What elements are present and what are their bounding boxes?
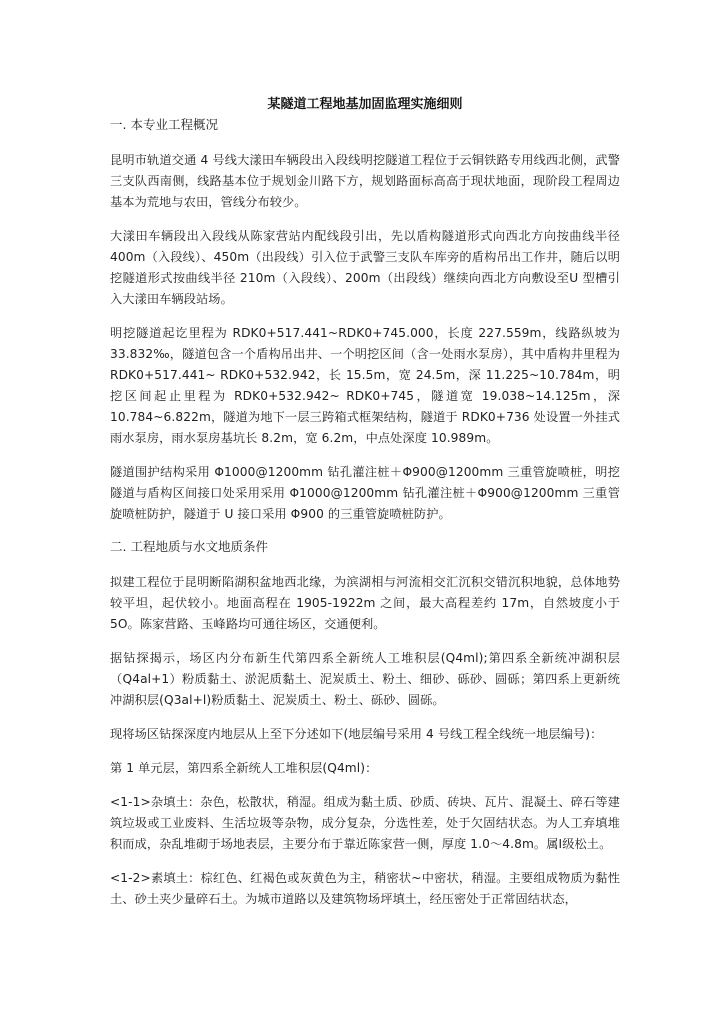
section-1-paragraph-3: 明挖隧道起讫里程为 RDK0+517.441~RDK0+745.000，长度 227.559m，线路纵坡为33.832‰，隧道包含一个盾构吊出井、一个明挖区间（含一处雨水泵房），其中盾构井里程为 RDK0+517.441~ RDK0+532.942，长 15.5m，宽 24.5m，深 11.225~10.784m，明挖区间起止里程为 RDK0+532.942~ RDK0+745，隧道宽 19.038~14.125m，深 10.784~6.822m，隧道为地下一层三跨箱式框架结构，隧道于 RDK0+736 处设置一外挂式雨水泵房，雨水泵房基坑长 8.2m，宽 6.2m，中点处深度 10.989m。	[110, 326, 620, 445]
section-1-heading: 一. 本专业工程概况	[110, 117, 218, 132]
document-title: 某隧道工程地基加固监理实施细则	[267, 97, 463, 112]
section-1-paragraph-2: 大漾田车辆段出入段线从陈家营站内配线段引出，先以盾构隧道形式向西北方向按曲线半径 400m（入段线）、450m（出段线）引入位于武警三支队车库旁的盾构吊出工作井，随后以明挖隧道形式按曲线半径 210m（入段线）、200m（出段线）继续向西北方向敷设至U 型槽引入大漾田车辆段站场。	[110, 229, 620, 306]
section-1-paragraph-4: 隧道围护结构采用 Φ1000@1200mm 钻孔灌注桩＋Φ900@1200mm 三重管旋喷桩，明挖隧道与盾构区间接口处采用采用 Φ1000@1200mm 钻孔灌注桩＋Φ900@1200mm 三重管旋喷桩防护，隧道于 U 接口采用 Φ900 的三重管旋喷桩防护。	[110, 465, 620, 521]
section-2-paragraph-2: 据钻探揭示，场区内分布新生代第四系全新统人工堆积层(Q4ml);第四系全新统冲湖积层（Q4al+1）粉质黏土、淤泥质黏土、泥炭质土、粉土、细砂、砾砂、圆砾；第四系上更新统冲湖积层(Q3al+l)粉质黏土、泥炭质土、粉土、砾砂、圆砾。	[110, 651, 620, 707]
section-2-paragraph-4: 第 1 单元层，第四系全新统人工堆积层(Q4ml)：	[110, 761, 378, 775]
section-2-paragraph-3: 现将场区钻探深度内地层从上至下分述如下(地层编号采用 4 号线工程全线统一地层编号)：	[110, 727, 603, 741]
section-2-paragraph-5: <1-1>杂填土：杂色，松散状，稍湿。组成为黏土质、砂质、砖块、瓦片、混凝土、碎石等建筑垃圾或工业废料、生活垃圾等杂物，成分复杂，分选性差，处于欠固结状态。为人工弃填堆积而成，杂乱堆砌于场地表层，主要分布于靠近陈家营一侧，厚度 1.0～4.8m。属Ⅰ级松土。	[110, 795, 620, 851]
section-2-paragraph-6: <1-2>素填土：棕红色、红褐色或灰黄色为主，稍密状~中密状，稍湿。主要组成物质为黏性土、砂土夹少量碎石土。为城市道路以及建筑物场坪填土，经压密处于正常固结状态，	[110, 871, 620, 906]
section-2-heading: 二. 工程地质与水文地质条件	[110, 539, 268, 554]
section-2-paragraph-1: 拟建工程位于昆明断陷湖积盆地西北缘，为滨湖相与河流相交汇沉积交错沉积地貌，总体地势较平坦，起伏较小。地面高程在 1905-1922m 之间，最大高程差约 17m，自然坡度小于 5O。陈家营路、玉峰路均可通往场区，交通便利。	[110, 575, 620, 631]
section-1-paragraph-1: 昆明市轨道交通 4 号线大漾田车辆段出入段线明挖隧道工程位于云铜铁路专用线西北侧，武警三支队西南侧，线路基本位于规划金川路下方，规划路面标高高于现状地面，现阶段工程周边基本为荒地与农田，管线分布较少。	[110, 153, 620, 209]
document-page	[110, 96, 620, 910]
